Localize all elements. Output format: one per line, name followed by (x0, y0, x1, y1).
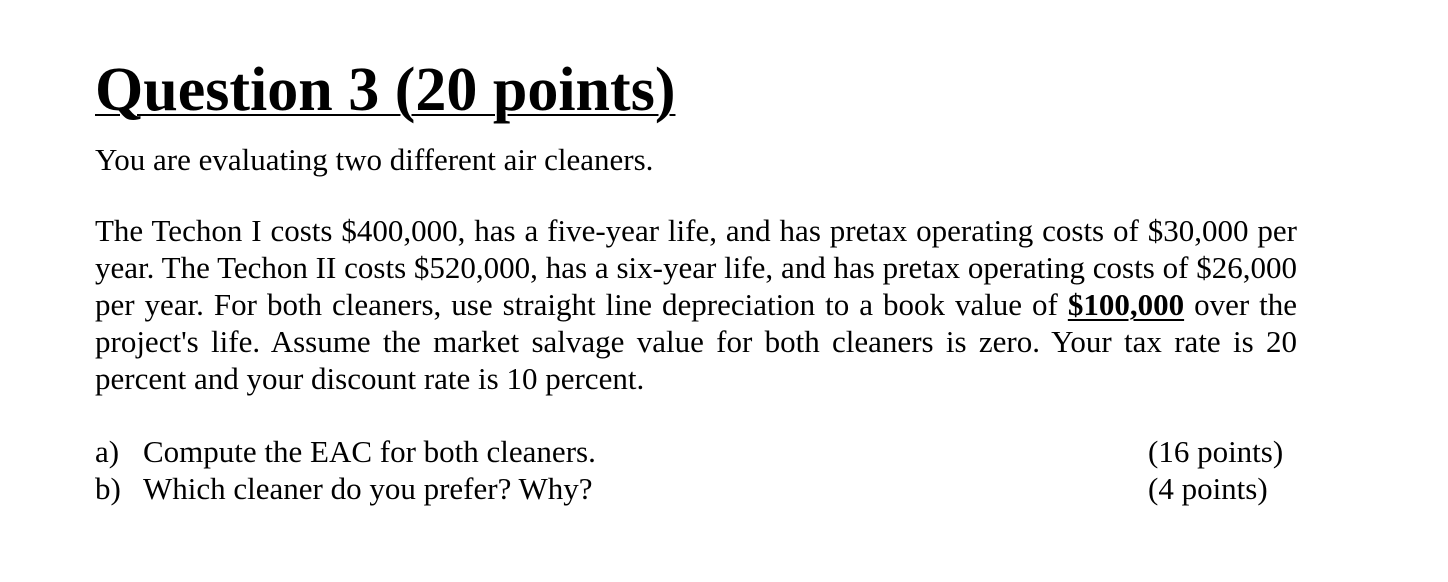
sub-question-points: (16 points) (1148, 434, 1284, 469)
sub-questions-list (95, 433, 1305, 507)
sub-question-label: a) (95, 434, 120, 469)
sub-question-text: Compute the EAC for both cleaners. (143, 434, 596, 469)
document-page (95, 56, 1305, 507)
paragraph-text-end: over the project's life. Assume the market salvage value for both cleaners is zero. Your tax rate is 20 percent and your discount rate is 10 percent. (95, 287, 1297, 396)
sub-question-points: (4 points) (1148, 471, 1268, 506)
book-value-emphasis: $100,000 (1067, 287, 1185, 322)
problem-paragraph (95, 212, 1297, 397)
sub-question-label: b) (95, 471, 121, 506)
question-heading: Question 3 (20 points) (95, 56, 676, 124)
paragraph-text-start: The Techon I costs $400,000, has a five-year life, and has pretax operating costs of $30,000 per year. The Techon II costs $520,000, has a six-year life, and has pretax operating costs of $26,000 per year. For both cleaners, use straight line depreciation to a book value of (95, 213, 1297, 322)
intro-sentence: You are evaluating two different air cleaners. (95, 142, 654, 177)
sub-question-text: Which cleaner do you prefer? Why? (143, 471, 593, 506)
sub-question-a (95, 433, 1305, 470)
sub-question-b (95, 470, 1305, 507)
